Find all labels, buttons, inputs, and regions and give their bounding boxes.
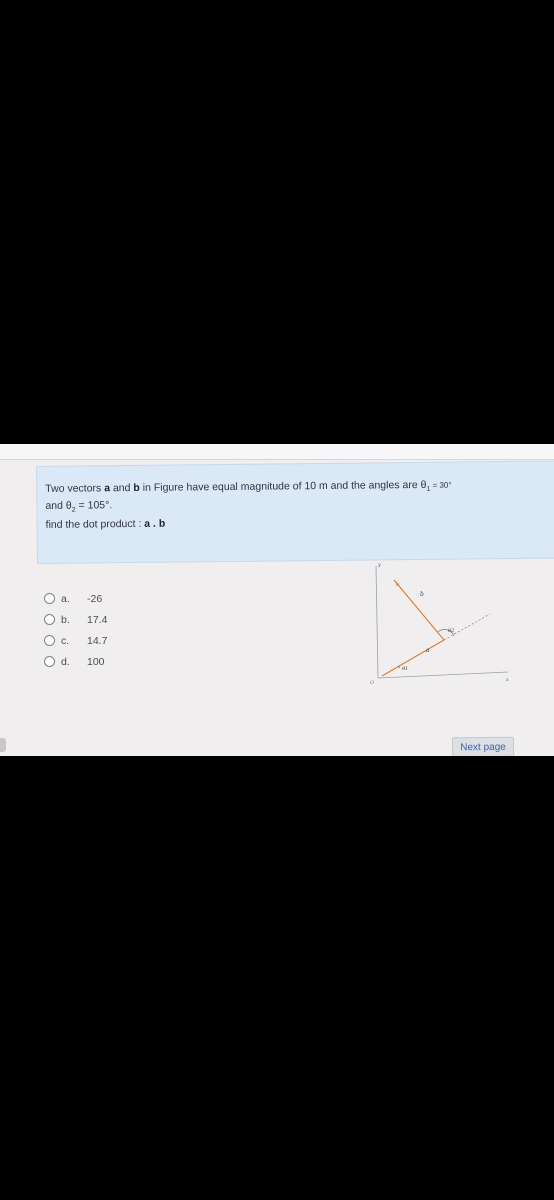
browser-top-strip [0, 444, 554, 460]
answer-value: 17.4 [87, 613, 108, 626]
vector-b-text: b [133, 481, 140, 494]
theta1-value: = 30° [430, 480, 452, 490]
x-axis [378, 672, 508, 678]
answer-letter: c. [61, 634, 70, 647]
question-text: and θ [45, 499, 72, 512]
answer-value: 100 [87, 655, 105, 668]
question-card [36, 461, 554, 564]
quiz-screen [0, 444, 554, 756]
vector-a-text: a [104, 482, 111, 495]
question-line-3 [46, 518, 166, 531]
question-line-2 [45, 499, 112, 514]
answer-option-b[interactable] [44, 609, 244, 630]
answer-letter: b. [61, 613, 70, 626]
answer-letter: d. [61, 655, 70, 668]
question-text: find the dot product : [45, 517, 145, 531]
top-divider [0, 459, 554, 460]
x-axis-label: x [506, 677, 509, 683]
origin-label: O [370, 680, 375, 686]
question-text: Two vectors [45, 482, 105, 495]
radio-button[interactable] [44, 614, 55, 625]
y-axis-label: y [378, 562, 381, 568]
answer-value: 14.7 [87, 634, 108, 647]
answer-options [44, 588, 244, 672]
dashed-extension [444, 614, 490, 640]
question-line-1 [45, 479, 451, 497]
answer-value: -26 [87, 592, 103, 605]
question-text: in Figure have equal magnitude of 10 m and the angles are θ [139, 478, 427, 494]
answer-option-a[interactable] [44, 588, 244, 609]
theta2-subscript: 2 [71, 506, 76, 514]
b-end-label: b [396, 582, 400, 588]
radio-button[interactable] [44, 593, 55, 604]
vector-a-label: a [426, 647, 430, 654]
dot-product-expression: a . b [144, 517, 166, 530]
next-page-button[interactable]: Next page [452, 737, 514, 756]
theta2-value: = 105°. [75, 499, 113, 512]
theta2-label: θ2 [448, 628, 455, 634]
left-edge-handle [0, 738, 6, 752]
answer-letter: a. [61, 592, 70, 605]
vector-figure [360, 556, 520, 696]
theta1-label: θ1 [402, 666, 409, 672]
answer-option-d[interactable] [44, 651, 244, 672]
radio-button[interactable] [44, 656, 55, 667]
vector-a-line [382, 640, 444, 676]
radio-button[interactable] [44, 635, 55, 646]
question-text: and [109, 481, 134, 495]
theta1-subscript: 1 [426, 485, 431, 494]
vector-b-line [394, 580, 444, 640]
answer-option-c[interactable] [44, 630, 244, 651]
vector-b-label: b [420, 591, 424, 598]
y-axis [376, 566, 378, 678]
